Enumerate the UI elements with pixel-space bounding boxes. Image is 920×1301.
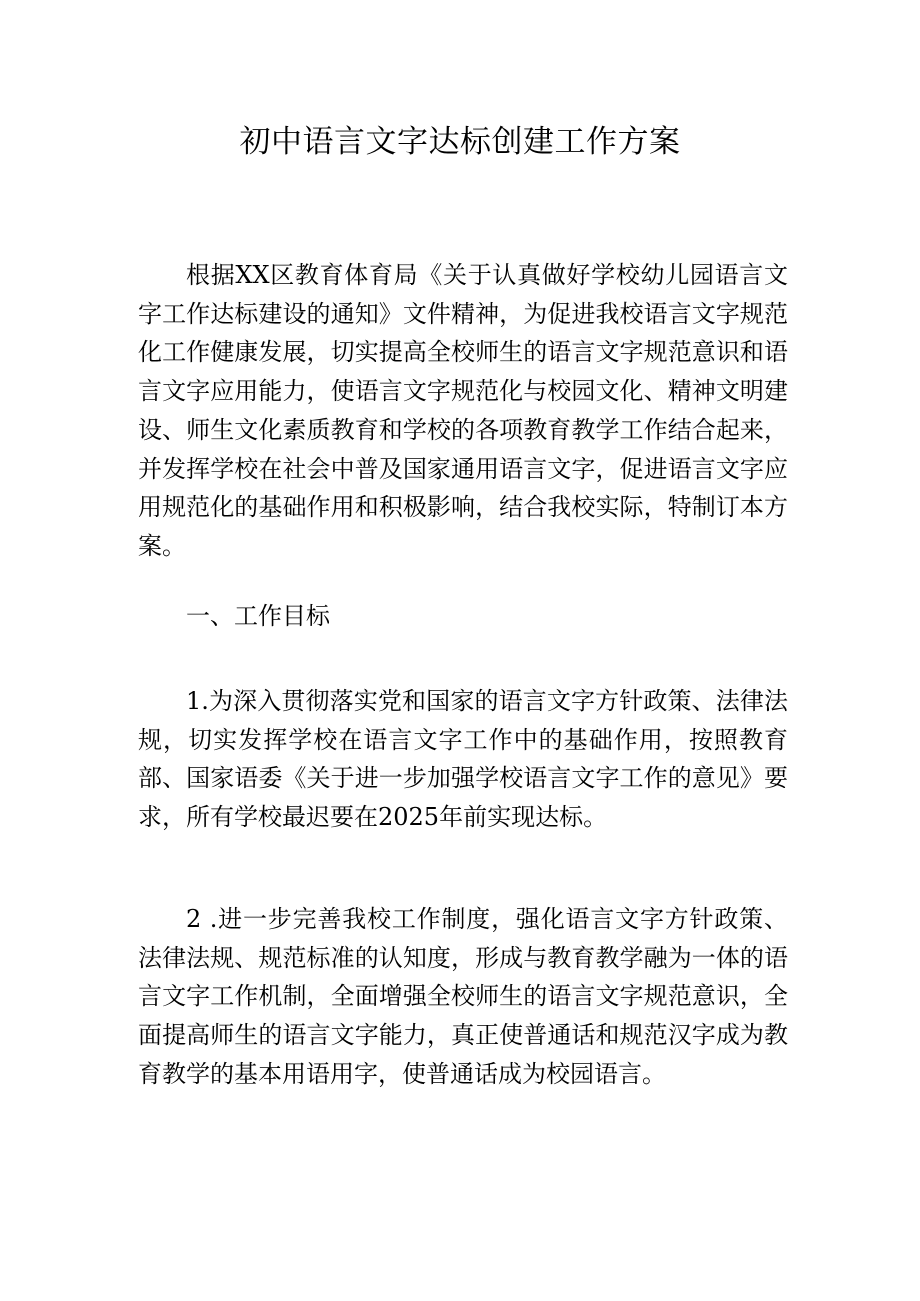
- document-title: 初中语言文字达标创建工作方案: [239, 124, 681, 160]
- intro-paragraph: 根据XX区教育体育局《关于认真做好学校幼儿园语言文字工作达标建设的通知》文件精神，为促进我校语言文字规范化工作健康发展，切实提高全校师生的语言文字规范意识和语言文字应用能力，使语言文字规范化与校园文化、精神文明建设、师生文化素质教育和学校的各项教育教学工作结合起来，并发挥学校在社会中普及国家通用语言文字，促进语言文字应用规范化的基础作用和积极影响，结合我校实际，特制订本方案。: [138, 261, 788, 560]
- section-heading-goals: 一、工作目标: [186, 602, 330, 630]
- goal-item-2: 2 .进一步完善我校工作制度，强化语言文字方针政策、法律法规、规范标准的认知度，形成与教育教学融为一体的语言文字工作机制，全面增强全校师生的语言文字规范意识，全面提高师生的语言文字能力，真正使普通话和规范汉字成为教育教学的基本用语用字，使普通话成为校园语言。: [138, 905, 788, 1088]
- goal-item-1: 1.为深入贯彻落实党和国家的语言文字方针政策、法律法规，切实发挥学校在语言文字工作中的基础作用，按照教育部、国家语委《关于进一步加强学校语言文字工作的意见》要求，所有学校最迟要在2025年前实现达标。: [138, 687, 788, 832]
